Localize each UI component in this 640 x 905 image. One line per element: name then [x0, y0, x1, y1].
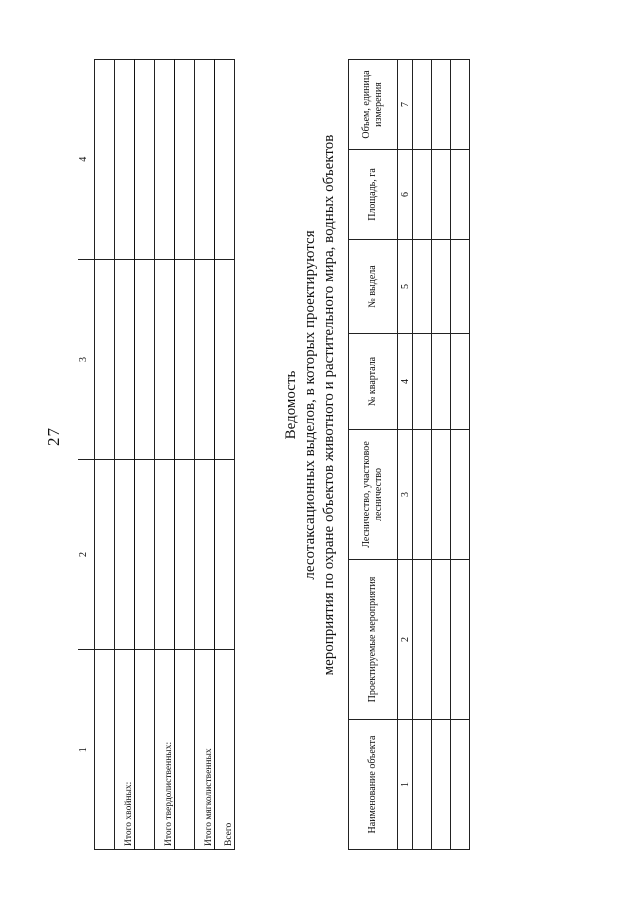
row-label	[95, 650, 115, 850]
table-row	[95, 60, 115, 850]
document-title	[282, 125, 339, 685]
row-label	[135, 650, 155, 850]
table-row	[115, 60, 135, 850]
column-number: 6	[398, 150, 413, 240]
column-number-row	[398, 60, 413, 850]
row-label: Итого мягколиственных	[195, 650, 215, 850]
table-row	[413, 60, 432, 850]
column-number: 3	[398, 430, 413, 560]
column-header: Площадь, га	[349, 150, 398, 240]
column-number: 3	[78, 260, 95, 460]
table-row	[135, 60, 155, 850]
table-row	[215, 60, 235, 850]
title-line: лесотаксационных выделов, в которых проектируются	[302, 230, 318, 580]
column-number: 5	[398, 240, 413, 334]
column-number: 4	[78, 60, 95, 260]
column-number: 7	[398, 60, 413, 150]
header-row	[349, 60, 398, 850]
table-row	[175, 60, 195, 850]
table-row	[155, 60, 175, 850]
row-label: Итого твердолиственных:	[155, 650, 175, 850]
forest-stands-table	[78, 59, 235, 850]
table-row	[451, 60, 470, 850]
column-header: Лесничество, участковое лесничество	[349, 430, 398, 560]
row-label	[175, 650, 195, 850]
column-number: 2	[78, 460, 95, 650]
column-number: 1	[398, 720, 413, 850]
column-header: Объем, единица измерения	[349, 60, 398, 150]
column-header: № квартала	[349, 334, 398, 430]
page-number: 27	[44, 427, 63, 446]
table-row	[432, 60, 451, 850]
column-number: 4	[398, 334, 413, 430]
column-header: № выдела	[349, 240, 398, 334]
column-header: Наименование объекта	[349, 720, 398, 850]
column-number: 1	[78, 650, 95, 850]
column-number: 2	[398, 560, 413, 720]
column-number-row	[78, 60, 95, 850]
title-line: мероприятия по охране объектов животного и растительного мира, водных объектов	[321, 134, 337, 676]
protection-measures-table	[348, 59, 470, 850]
row-label: Итого хвойных:	[115, 650, 135, 850]
title-line: Ведомость	[283, 370, 299, 440]
table-row	[195, 60, 215, 850]
column-header: Проектируемые мероприятия	[349, 560, 398, 720]
row-label: Всего	[215, 650, 235, 850]
